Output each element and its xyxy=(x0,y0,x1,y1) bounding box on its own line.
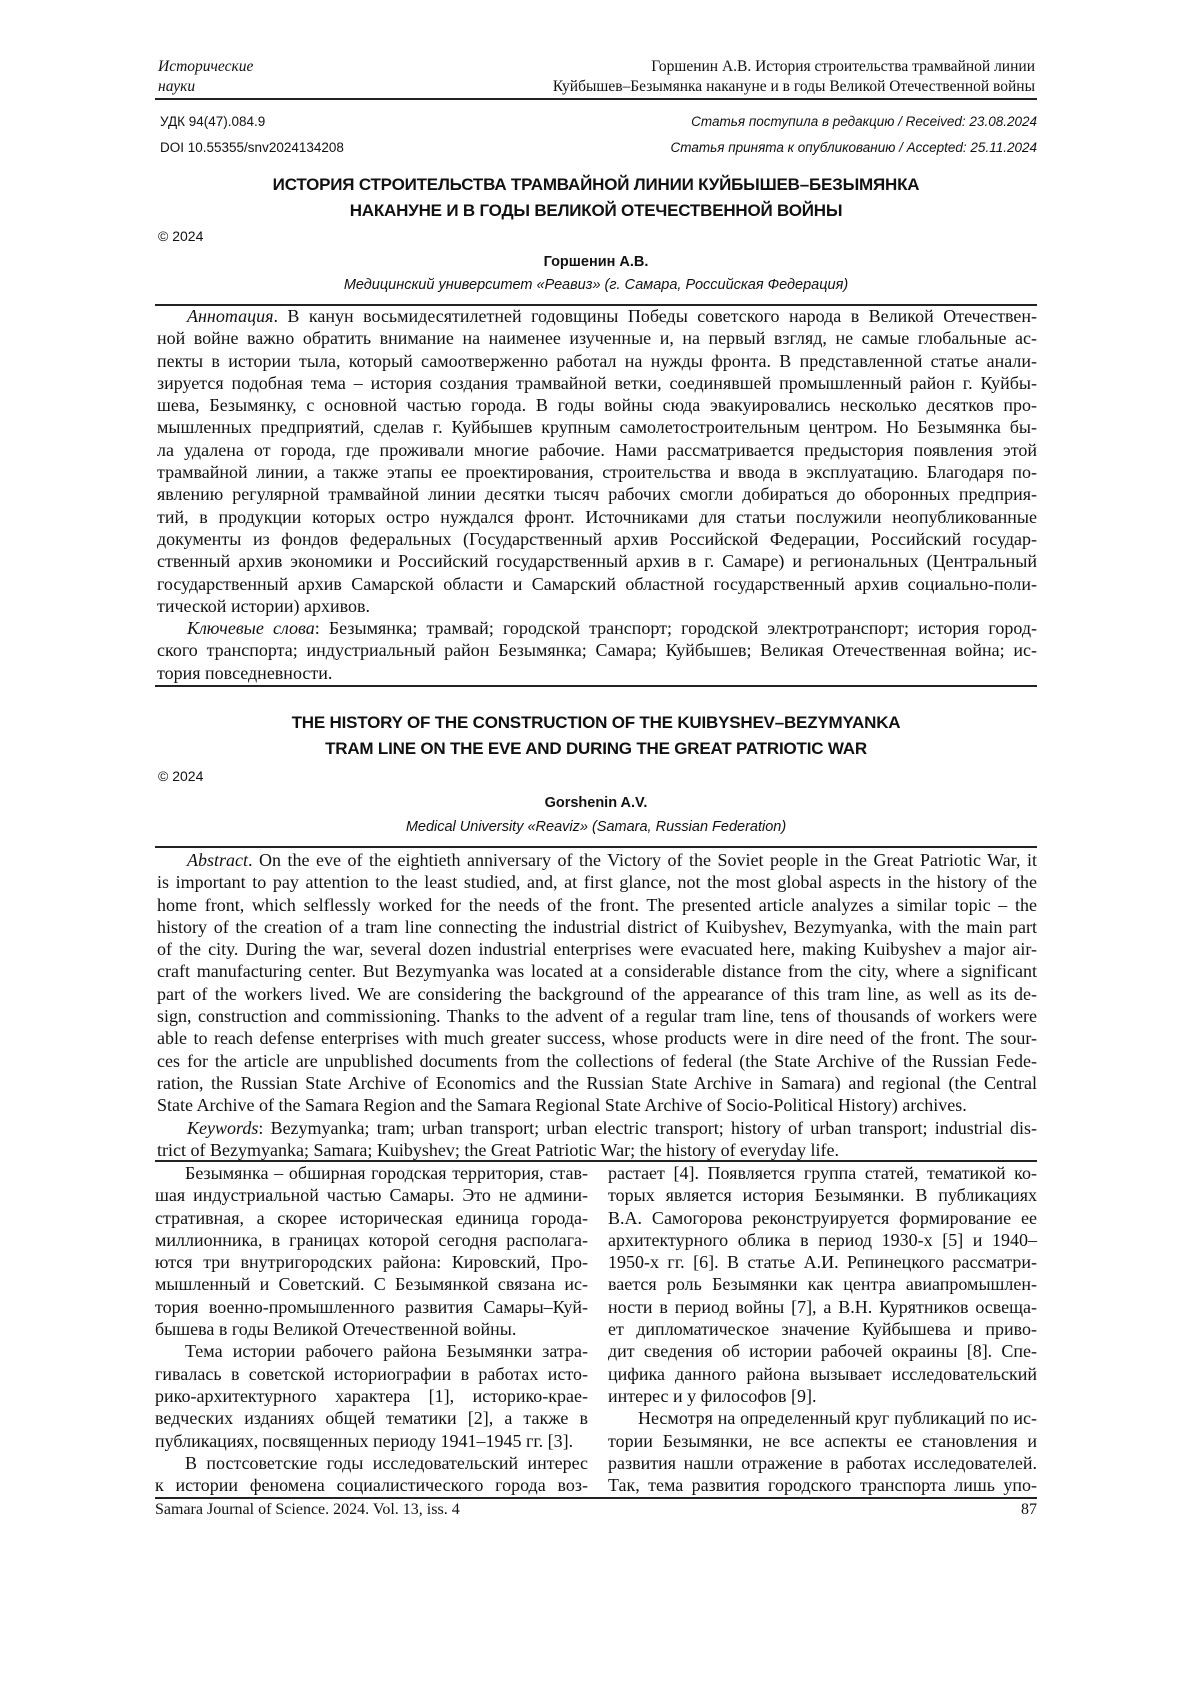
copyright-en: © 2024 xyxy=(158,766,203,786)
text-line: государственный архив Самарской области и Самарский областной государственный архив социально-поли- xyxy=(157,573,1037,595)
running-header-section xyxy=(158,57,253,97)
paragraph xyxy=(155,1452,588,1497)
line-text: : Безымянка; трамвай; городской транспорт; городской электротранспорт; история город- xyxy=(315,618,1037,638)
text-line: гивалась в советской историографии в работах исто- xyxy=(155,1363,588,1385)
footer-rule xyxy=(155,1497,1037,1499)
text-line: Тема истории рабочего района Безымянки затра- xyxy=(155,1340,588,1362)
text-line: документы из фондов федеральных (Государственный архив Российской Федерации, Российский государ- xyxy=(157,528,1037,550)
line-text: . В канун восьмидесятилетней годовщины Победы советского народа в Великой Отечествен- xyxy=(273,306,1037,326)
article-title-ru xyxy=(155,172,1037,224)
text-line: ces for the article are unpublished documents from the collections of federal (the State Archive of the Russian Fede- xyxy=(157,1050,1037,1072)
body-column-right xyxy=(608,1162,1037,1496)
text-line xyxy=(157,305,1037,327)
text-line: ной войне важно обратить внимание на наименее изученные и, на первый взгляд, не самые глобальные ас- xyxy=(157,327,1037,349)
text-line: торых является история Безымянки. В публикациях xyxy=(608,1184,1037,1206)
text-line: шая индустриальной частью Самары. Это не админи- xyxy=(155,1184,588,1206)
udk-code: УДК 94(47).084.9 xyxy=(160,109,344,135)
section-label: Ключевые слова xyxy=(187,618,315,638)
running-title-line: Куйбышев–Безымянка накануне и в годы Великой Отечественной войны xyxy=(553,77,1035,97)
text-line: растает [4]. Появляется группа статей, тематикой ко- xyxy=(608,1162,1037,1184)
paragraph xyxy=(155,1162,588,1340)
text-line: ведческих изданиях общей тематики [2], а также в xyxy=(155,1407,588,1429)
text-line: ет дипломатическое значение Куйбышева и приво- xyxy=(608,1318,1037,1340)
article-identifiers xyxy=(160,109,344,161)
accepted-date: Статья принята к опубликованию / Accepted: 25.11.2024 xyxy=(671,135,1037,161)
journal-citation: Samara Journal of Science. 2024. Vol. 13, iss. 4 xyxy=(155,1500,460,1520)
paragraph xyxy=(157,305,1037,617)
title-line: THE HISTORY OF THE CONSTRUCTION OF THE KUIBYSHEV–BEZYMYANKA xyxy=(155,710,1037,736)
text-line: публикациях, посвященных периоду 1941–1945 гг. [3]. xyxy=(155,1430,588,1452)
paragraph xyxy=(608,1162,1037,1407)
text-line: ского транспорта; индустриальный район Безымянка; Самара; Куйбышев; Великая Отечественная война; ис- xyxy=(157,639,1037,661)
text-line: home front, which selflessly worked for the needs of the front. The presented article analyzes a similar topic – the xyxy=(157,894,1037,916)
abstract-en xyxy=(157,849,1037,1161)
text-line: зируется подобная тема – история создания трамвайной ветки, соединявшей промышленный район г. Куйбы- xyxy=(157,372,1037,394)
text-line: 1950-х гг. [6]. В статье А.И. Репинецкого рассматри- xyxy=(608,1251,1037,1273)
text-line: history of the creation of a tram line connecting the industrial district of Kuibyshev, Bezymyanka, with the main part xyxy=(157,916,1037,938)
text-line: трамвайной линии, а также этапы ее проектирования, строительства и ввода в эксплуатацию. Благодаря по- xyxy=(157,461,1037,483)
paragraph xyxy=(608,1407,1037,1496)
paragraph xyxy=(157,849,1037,1117)
text-line: развития нашли отражение в работах исследователей. xyxy=(608,1452,1037,1474)
header-rule xyxy=(155,98,1037,100)
affiliation-en: Medical University «Reaviz» (Samara, Russian Federation) xyxy=(155,816,1037,838)
text-line: ration, the Russian State Archive of Economics and the Russian State Archive in Samara) and regional (the Central xyxy=(157,1072,1037,1094)
text-line: ются три внутригородских района: Кировский, Про- xyxy=(155,1251,588,1273)
text-line: бышева в годы Великой Отечественной войны. xyxy=(155,1318,588,1340)
section-line: Исторические xyxy=(158,57,253,77)
text-line: тории Безымянки, не все аспекты ее становления и xyxy=(608,1430,1037,1452)
body-column-left xyxy=(155,1162,588,1496)
text-line: ственный архив экономики и Российский государственный архив в г. Самаре) и региональных (Центральный xyxy=(157,550,1037,572)
abstract-ru xyxy=(157,305,1037,684)
text-line: Так, тема развития городского транспорта лишь упо- xyxy=(608,1474,1037,1496)
text-line xyxy=(157,1117,1037,1139)
text-line: of the city. During the war, several dozen industrial enterprises were evacuated here, making Kuibyshev a major air- xyxy=(157,938,1037,960)
section-line: науки xyxy=(158,77,253,97)
text-line: тория повседневности. xyxy=(157,662,1037,684)
section-label: Keywords xyxy=(187,1118,258,1138)
doi[interactable]: DOI 10.55355/snv2024134208 xyxy=(160,135,344,161)
text-line: ла удалена от города, где проживали многие рабочие. Нами рассматривается предыстория появления этой xyxy=(157,439,1037,461)
text-line: тической истории) архивов. xyxy=(157,595,1037,617)
text-line: цифика данного района вызывает исследовательский xyxy=(608,1363,1037,1385)
paragraph xyxy=(157,1117,1037,1162)
line-text: : Bezymyanka; tram; urban transport; urban electric transport; history of urban transport; industrial dis- xyxy=(258,1118,1037,1138)
text-line: trict of Bezymyanka; Samara; Kuibyshev; the Great Patriotic War; the history of everyday life. xyxy=(157,1139,1037,1161)
section-label: Abstract xyxy=(187,850,248,870)
text-line: стративная, а скорее историческая единица города- xyxy=(155,1207,588,1229)
text-line: явлению регулярной трамвайной линии десятки тысяч рабочих смогли добираться до оборонных предприя- xyxy=(157,483,1037,505)
divider xyxy=(155,685,1037,687)
article-dates xyxy=(671,109,1037,161)
text-line: дит сведения об истории рабочей окраины [8]. Спе- xyxy=(608,1340,1037,1362)
author-ru: Горшенин А.В. xyxy=(155,251,1037,273)
line-text: . On the eve of the eightieth anniversary of the Victory of the Soviet people in the Great Patriotic War, it xyxy=(248,850,1037,870)
text-line: sign, construction and commissioning. Thanks to the advent of a regular tram line, tens of thousands of workers were xyxy=(157,1005,1037,1027)
text-line: миллионника, в границах которой сегодня располага- xyxy=(155,1229,588,1251)
received-date: Статья поступила в редакцию / Received: 23.08.2024 xyxy=(671,109,1037,135)
text-line: State Archive of the Samara Region and the Samara Regional State Archive of Socio-Political History) archives. xyxy=(157,1094,1037,1116)
text-line: able to reach defense enterprises with much greater success, whose products were in dire need of the front. The sour- xyxy=(157,1027,1037,1049)
article-title-en xyxy=(155,710,1037,762)
affiliation-ru: Медицинский университет «Реавиз» (г. Самара, Российская Федерация) xyxy=(155,274,1037,296)
paragraph xyxy=(157,617,1037,684)
title-line: ИСТОРИЯ СТРОИТЕЛЬСТВА ТРАМВАЙНОЙ ЛИНИИ КУЙБЫШЕВ–БЕЗЫМЯНКА xyxy=(155,172,1037,198)
text-line: craft manufacturing center. But Bezymyanka was located at a considerable distance from the city, where a significant xyxy=(157,960,1037,982)
text-line: вается роль Безымянки как центра авиапромышлен- xyxy=(608,1273,1037,1295)
text-line: интерес и у философов [9]. xyxy=(608,1385,1037,1407)
text-line: архитектурного облика в период 1930-х [5] и 1940– xyxy=(608,1229,1037,1251)
text-line: is important to pay attention to the least studied, and, at first glance, not the most global aspects in the history of the xyxy=(157,871,1037,893)
copyright-ru: © 2024 xyxy=(158,226,203,246)
text-line: тий, в продукции которых остро нуждался фронт. Источниками для статьи послужили неопубликованные xyxy=(157,506,1037,528)
section-label: Аннотация xyxy=(187,306,273,326)
text-line: ности в период войны [7], а В.Н. Курятников освеща- xyxy=(608,1296,1037,1318)
text-line: тория военно-промышленного развития Самары–Куй- xyxy=(155,1296,588,1318)
text-line: рико-архитектурного характера [1], историко-крае- xyxy=(155,1385,588,1407)
text-line: Безымянка – обширная городская территория, став- xyxy=(155,1162,588,1184)
text-line: В.А. Самогорова реконструируется формирование ее xyxy=(608,1207,1037,1229)
running-header-title xyxy=(553,57,1035,97)
text-line: пекты в истории тыла, который самоотверженно работал на нужды фронта. В представленной статье анали- xyxy=(157,350,1037,372)
author-en: Gorshenin A.V. xyxy=(155,792,1037,814)
text-line: В постсоветские годы исследовательский интерес xyxy=(155,1452,588,1474)
paragraph xyxy=(155,1340,588,1451)
text-line: Несмотря на определенный круг публикаций по ис- xyxy=(608,1407,1037,1429)
text-line: мышленных предприятий, сделав г. Куйбышев крупным самолетостроительным центром. Но Безымянка бы- xyxy=(157,416,1037,438)
title-line: TRAM LINE ON THE EVE AND DURING THE GREAT PATRIOTIC WAR xyxy=(155,736,1037,762)
running-title-line: Горшенин А.В. История строительства трамвайной линии xyxy=(553,57,1035,77)
text-line: шева, Безымянку, с основной частью города. В годы войны сюда эвакуировались несколько десятков про- xyxy=(157,394,1037,416)
page-number: 87 xyxy=(1021,1500,1037,1520)
title-line: НАКАНУНЕ И В ГОДЫ ВЕЛИКОЙ ОТЕЧЕСТВЕННОЙ ВОЙНЫ xyxy=(155,198,1037,224)
divider xyxy=(155,846,1037,848)
text-line xyxy=(157,849,1037,871)
text-line: мышленный и Советский. С Безымянкой связана ис- xyxy=(155,1273,588,1295)
text-line xyxy=(157,617,1037,639)
text-line: part of the workers lived. We are considering the background of the appearance of this tram line, as well as its de- xyxy=(157,983,1037,1005)
text-line: к истории феномена социалистического города воз- xyxy=(155,1474,588,1496)
